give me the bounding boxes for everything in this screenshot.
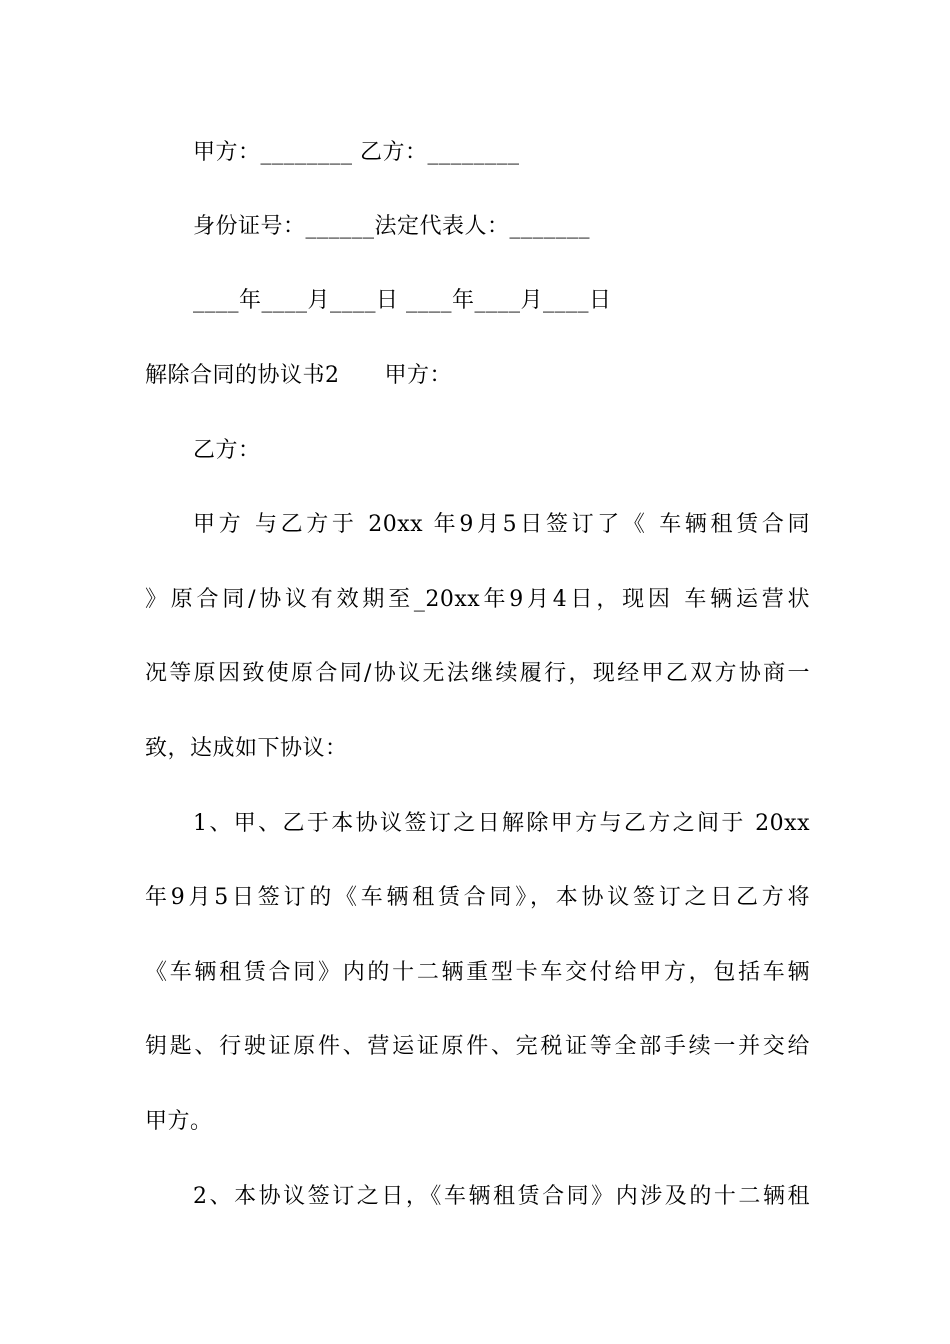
paragraph-line: 甲方 与乙方于 20xx 年9月5日签订了《 车辆租赁合同 xyxy=(193,512,810,537)
clause-line: 钥匙、行驶证原件、营运证原件、完税证等全部手续一并交给 xyxy=(145,1034,810,1059)
clause-line: 《车辆租赁合同》内的十二辆重型卡车交付给甲方，包括车辆 xyxy=(145,960,810,985)
party-signature-line: 甲方：________ 乙方：________ xyxy=(193,140,520,165)
paragraph-line: 致，达成如下协议： xyxy=(145,736,348,761)
date-line: ____年____月____日 ____年____月____日 xyxy=(193,288,612,313)
id-representative-line: 身份证号：______法定代表人：_______ xyxy=(193,214,591,239)
clause-line: 甲方。 xyxy=(145,1109,213,1134)
clause-line: 2、本协议签订之日，《车辆租赁合同》内涉及的十二辆租 xyxy=(193,1184,810,1209)
document-title-line: 解除合同的协议书2 甲方： xyxy=(145,363,452,388)
paragraph-line: 》原合同/协议有效期至_20xx年9月4日，现因 车辆运营状 xyxy=(145,587,810,612)
clause-line: 1、甲、乙于本协议签订之日解除甲方与乙方之间于 20xx xyxy=(193,811,810,836)
clause-line: 年9月5日签订的《车辆租赁合同》，本协议签订之日乙方将 xyxy=(145,885,810,910)
party-b-line: 乙方： xyxy=(193,438,261,463)
paragraph-line: 况等原因致使原合同/协议无法继续履行，现经甲乙双方协商一 xyxy=(145,661,810,686)
